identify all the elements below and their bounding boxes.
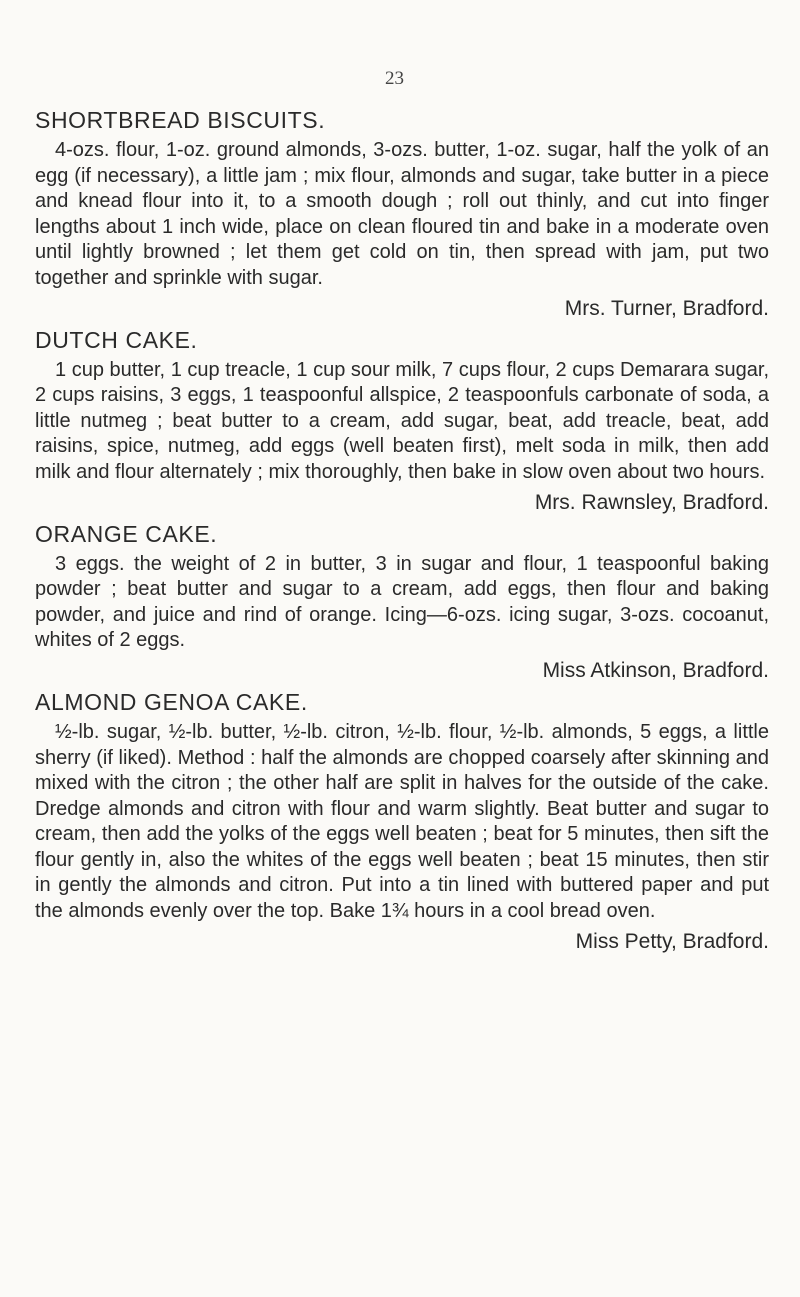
recipe-almond-genoa-cake [35, 686, 769, 956]
recipe-attribution: Miss Petty, Bradford. [575, 929, 769, 953]
recipe-title: SHORTBREAD BISCUITS. [35, 107, 326, 133]
recipe-list [35, 104, 769, 957]
recipe-attribution: Miss Atkinson, Bradford. [542, 658, 769, 682]
recipe-instructions: 1 cup butter, 1 cup treacle, 1 cup sour milk, 7 cups flour, 2 cups Demarara sugar, 2 cups raisins, 3 eggs, 1 teaspoonful allspice, 2 teaspoonfuls carbonate of soda, a little nutmeg ; beat butter to a cream, add sugar, beat, add treacle, beat, add raisins, spice, nutmeg, add eggs (well beaten first), melt soda in milk, then add milk and flour alternately ; mix thoroughly, then bake in slow oven about two hours. [35, 358, 769, 483]
recipe-attribution: Mrs. Rawnsley, Bradford. [534, 490, 769, 514]
recipe-title: DUTCH CAKE. [35, 326, 198, 353]
page-number: 23 [385, 68, 404, 89]
recipe-instructions: 3 eggs. the weight of 2 in butter, 3 in sugar and flour, 1 teaspoonful baking powder ; beat butter and sugar to a cream, add eggs, then flour and baking powder, and juice and rind of orange. Icing—6-ozs. icing sugar, 3-ozs. cocoanut, whites of 2 eggs. [35, 552, 769, 652]
recipe-orange-cake [35, 518, 769, 685]
recipe-dutch-cake [35, 324, 769, 517]
recipe-shortbread-biscuits [35, 104, 769, 323]
recipe-instructions: ½-lb. sugar, ½-lb. butter, ½-lb. citron, ½-lb. flour, ½-lb. almonds, 5 eggs, a little sherry (if liked). Method : half the almonds are chopped coarsely after skinning and mixed with the citron ; the other half are split in halves for the outside of the cake. Dredge almonds and citron with flour and warm slightly. Beat butter and sugar to cream, then add the yolks of the eggs well beaten ; beat for 5 minutes, then sift the flour gently in, also the whites of the eggs well beaten ; beat 15 minutes, then stir in gently the almonds and citron. Put into a tin lined with buttered paper and put the almonds evenly over the top. Bake 1¾ hours in a cool bread oven. [35, 720, 769, 923]
recipe-attribution: Mrs. Turner, Bradford. [564, 296, 769, 320]
recipe-title: ALMOND GENOA CAKE. [35, 688, 308, 715]
recipe-title: ORANGE CAKE. [35, 520, 218, 547]
recipe-instructions: 4-ozs. flour, 1-oz. ground almonds, 3-ozs. butter, 1-oz. sugar, half the yolk of an egg (if necessary), a little jam ; mix flour, almonds and sugar, take butter in a piece and knead flour into it, to a smooth dough ; roll out thinly, and cut into finger lengths about 1 inch wide, place on clean floured tin and bake in a moderate oven until lightly browned ; let them get cold on tin, then spread with jam, put two together and sprinkle with sugar. [35, 139, 769, 289]
